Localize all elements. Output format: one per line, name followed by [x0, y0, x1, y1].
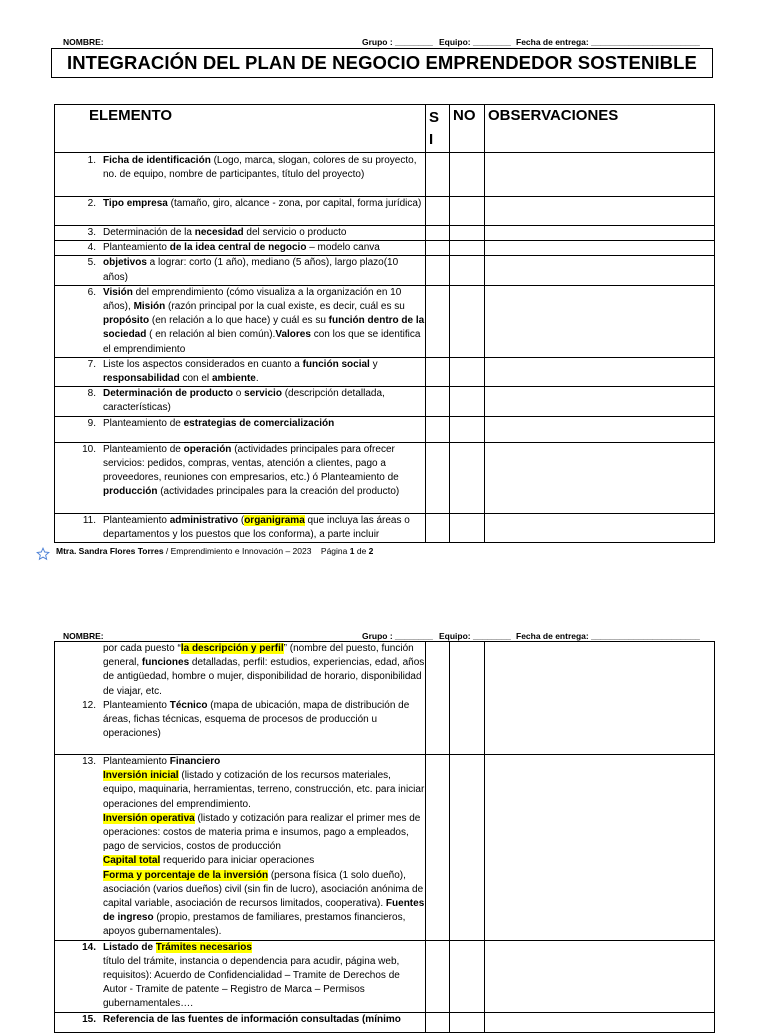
item-11: 11. Planteamiento administrativo (organigrama que incluya las áreas o departamentos y los puestos que los conforma), a parte incluir	[55, 513, 426, 542]
observaciones-cell-7[interactable]	[485, 357, 715, 386]
item-4: 4. Planteamiento de la idea central de negocio – modelo canva	[55, 241, 426, 256]
table-row	[55, 285, 715, 357]
observaciones-cell-9[interactable]	[485, 416, 715, 442]
star-outline-icon	[36, 547, 50, 561]
table-row	[55, 256, 715, 285]
item-11-continued: por cada puesto “la descripción y perfil” (nombre del puesto, función general, funciones detalladas, perfil: estudios, experiencias, edad, años de antigüedad, hombre o mujer, disponibilidad de horario, disponibilidad de viajar, etc. 12. Planteamiento Técnico (mapa de ubicación, mapa de distribución de áreas, fichas técnicas, esquema de procesos de producción u operaciones)	[55, 642, 426, 755]
document-title: INTEGRACIÓN DEL PLAN DE NEGOCIO EMPRENDEDOR SOSTENIBLE	[51, 48, 713, 78]
col-no: NO	[450, 105, 485, 153]
table-row	[55, 153, 715, 197]
equipo-label-p2: Equipo: ________	[439, 631, 511, 641]
footer-author: Mtra. Sandra Flores Torres	[56, 546, 164, 556]
si-checkbox-15[interactable]	[426, 1012, 450, 1032]
si-checkbox-5[interactable]	[426, 256, 450, 285]
item-15: 15. Referencia de las fuentes de información consultadas (mínimo	[55, 1012, 426, 1032]
no-checkbox-11[interactable]	[450, 513, 485, 542]
observaciones-cell-4[interactable]	[485, 241, 715, 256]
item-8: 8. Determinación de producto o servicio (descripción detallada, características)	[55, 387, 426, 416]
no-checkbox-2[interactable]	[450, 197, 485, 226]
col-elemento: ELEMENTO	[55, 105, 426, 153]
observaciones-cell-11[interactable]	[485, 513, 715, 542]
no-checkbox-15[interactable]	[450, 1012, 485, 1032]
si-checkbox-9[interactable]	[426, 416, 450, 442]
table-row	[55, 442, 715, 513]
footer-page-total: 2	[368, 546, 374, 556]
observaciones-cell-12[interactable]	[485, 642, 715, 755]
item-2: 2. Tipo empresa (tamaño, giro, alcance - zona, por capital, forma jurídica)	[55, 197, 426, 226]
si-checkbox-10[interactable]	[426, 442, 450, 513]
footer-course: / Emprendimiento e Innovación – 2023	[163, 546, 312, 556]
table-row	[55, 197, 715, 226]
no-checkbox-4[interactable]	[450, 241, 485, 256]
item-1: 1. Ficha de identificación (Logo, marca, slogan, colores de su proyecto, no. de equipo, nombre de participantes, título del proyecto)	[55, 153, 426, 197]
si-checkbox-6[interactable]	[426, 285, 450, 357]
si-checkbox-2[interactable]	[426, 197, 450, 226]
item-5: 5. objetivos a lograr: corto (1 año), mediano (5 años), largo plazo(10 años)	[55, 256, 426, 285]
equipo-label: Equipo: ________	[439, 37, 511, 47]
item-3: 3. Determinación de la necesidad del servicio o producto	[55, 226, 426, 241]
item-10: 10. Planteamiento de operación (actividades principales para ofrecer servicios: pedidos, compras, ventas, atención a clientes, pago a proveedores, reuniones con empresarios, etc.) ó Planteamiento de producción (actividades principales para la creación del producto)	[55, 442, 426, 513]
grupo-label: Grupo : ________	[362, 37, 433, 47]
no-checkbox-8[interactable]	[450, 387, 485, 416]
si-checkbox-1[interactable]	[426, 153, 450, 197]
si-checkbox-4[interactable]	[426, 241, 450, 256]
nombre-label-p2: NOMBRE:	[63, 631, 104, 641]
no-checkbox-10[interactable]	[450, 442, 485, 513]
no-checkbox-12[interactable]	[450, 642, 485, 755]
item-7: 7. Liste los aspectos considerados en cuanto a función social y responsabilidad con el ambiente.	[55, 357, 426, 386]
no-checkbox-1[interactable]	[450, 153, 485, 197]
col-si: S I	[426, 105, 450, 153]
table-row	[55, 387, 715, 416]
no-checkbox-3[interactable]	[450, 226, 485, 241]
table-row	[55, 416, 715, 442]
grupo-label-p2: Grupo : ________	[362, 631, 433, 641]
item-9: 9. Planteamiento de estrategias de comercialización	[55, 416, 426, 442]
observaciones-cell-14[interactable]	[485, 940, 715, 1012]
observaciones-cell-6[interactable]	[485, 285, 715, 357]
no-checkbox-13[interactable]	[450, 755, 485, 941]
observaciones-cell-15[interactable]	[485, 1012, 715, 1032]
si-checkbox-11[interactable]	[426, 513, 450, 542]
footer-page-number: 1	[349, 546, 355, 556]
no-checkbox-9[interactable]	[450, 416, 485, 442]
col-observaciones: OBSERVACIONES	[485, 105, 715, 153]
item-13: 13. Planteamiento Financiero Inversión inicial (listado y cotización de los recursos materiales, equipo, maquinaria, herramientas, terreno, construcción, etc. para iniciar operaciones del emprendimiento. Inversión operativa (listado y cotización para realizar el primer mes de operaciones: costos de materia prima e insumos, pago a empleados, pago de servicios, costos de producción Capital total requerido para iniciar operaciones Forma y porcentaje de la inversión (persona física (1 solo dueño), asociación (varios dueños) civil (sin fin de lucro), asociación anónima de capital variable, asociación de recursos limitados, cooperativa). Fuentes de ingreso (propio, prestamos de familiares, prestamos financieros, apoyos gubernamentales).	[55, 755, 426, 941]
table-row	[55, 940, 715, 1012]
observaciones-cell-1[interactable]	[485, 153, 715, 197]
table-row	[55, 241, 715, 256]
nombre-label: NOMBRE:	[63, 37, 104, 47]
table-row	[55, 755, 715, 941]
table-row	[55, 642, 715, 755]
table-header-row	[55, 105, 715, 153]
checklist-table-page2	[54, 641, 715, 1033]
table-row	[55, 226, 715, 241]
table-row	[55, 1012, 715, 1032]
checklist-table-page1	[54, 104, 715, 543]
item-14: 14. Listado de Trámites necesarios título del trámite, instancia o dependencia para acudir, página web, requisitos): Acuerdo de Confidencialidad – Tramite de Derechos de Autor - Tramite de patente – Registro de Marca – Permisos gubernamentales….	[55, 940, 426, 1012]
table-row	[55, 357, 715, 386]
item-12: 12. Planteamiento Técnico (mapa de ubicación, mapa de distribución de áreas, fichas técnicas, esquema de procesos de producción u operaciones)	[82, 699, 410, 740]
table-row	[55, 513, 715, 542]
observaciones-cell-5[interactable]	[485, 256, 715, 285]
si-checkbox-7[interactable]	[426, 357, 450, 386]
si-checkbox-8[interactable]	[426, 387, 450, 416]
si-checkbox-14[interactable]	[426, 940, 450, 1012]
observaciones-cell-3[interactable]	[485, 226, 715, 241]
fecha-label: Fecha de entrega: _______________________	[516, 37, 700, 47]
si-checkbox-12[interactable]	[426, 642, 450, 755]
si-checkbox-3[interactable]	[426, 226, 450, 241]
fecha-label-p2: Fecha de entrega: _______________________	[516, 631, 700, 641]
no-checkbox-14[interactable]	[450, 940, 485, 1012]
observaciones-cell-2[interactable]	[485, 197, 715, 226]
observaciones-cell-13[interactable]	[485, 755, 715, 941]
observaciones-cell-10[interactable]	[485, 442, 715, 513]
no-checkbox-6[interactable]	[450, 285, 485, 357]
no-checkbox-5[interactable]	[450, 256, 485, 285]
page-footer: Mtra. Sandra Flores Torres / Emprendimiento e Innovación – 2023 Página 1 de 2	[56, 546, 374, 556]
item-6: 6. Visión del emprendimiento (cómo visualiza a la organización en 10 años), Misión (razón principal por la cual existe, es decir, cuál es su propósito (en relación a lo que hace) y cuál es su función dentro de la sociedad ( en relación al bien común).Valores con los que se identifica el emprendimiento	[55, 285, 426, 357]
observaciones-cell-8[interactable]	[485, 387, 715, 416]
si-checkbox-13[interactable]	[426, 755, 450, 941]
no-checkbox-7[interactable]	[450, 357, 485, 386]
